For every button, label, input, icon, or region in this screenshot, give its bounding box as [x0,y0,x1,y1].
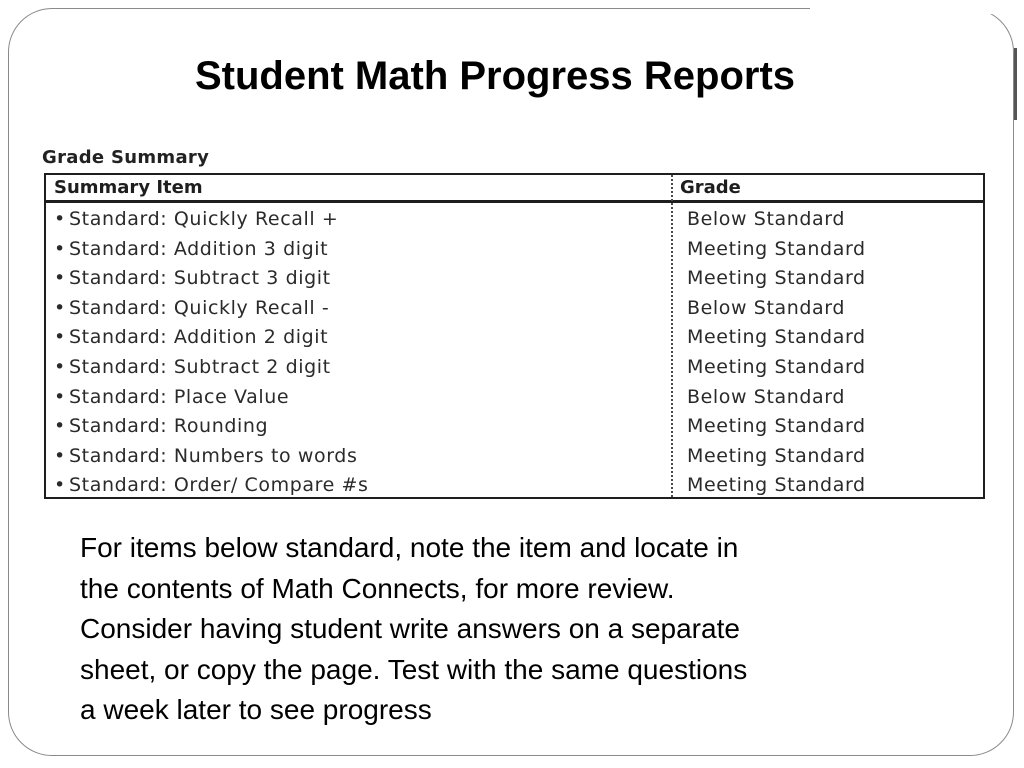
note-line: the contents of Math Connects, for more review. [80,572,675,604]
bullet-icon: • [54,208,66,230]
table-row [46,235,983,265]
summary-item-cell [54,353,331,382]
summary-item-cell [54,471,369,500]
table-header-row [46,175,983,203]
summary-item-cell [54,264,331,293]
note-line: Consider having student write answers on a separate [80,613,740,644]
table-row [46,323,983,353]
bullet-icon: • [54,355,66,378]
note-line: For items below standard, note the item and locate in [80,532,739,563]
summary-item-text: Standard: Quickly Recall - [69,296,330,319]
summary-item-text: Standard: Addition 2 digit [69,326,329,349]
grade-cell: Below Standard [687,208,846,230]
table-row [46,353,983,383]
summary-item-text: Standard: Subtract 2 digit [69,355,331,378]
grade-cell: Meeting Standard [687,415,866,438]
table-row [46,412,983,442]
summary-item-text: Standard: Addition 3 digit [69,237,329,260]
summary-item-cell [54,323,328,352]
grade-summary-heading: Grade Summary [42,147,210,168]
right-edge-mark [1014,48,1017,120]
grade-cell: Meeting Standard [687,444,866,467]
table-body [46,205,983,501]
page-title: Student Math Progress Reports [194,54,796,98]
summary-item-text: Standard: Subtract 3 digit [69,267,331,290]
bullet-icon: • [54,326,66,349]
summary-item-cell [54,294,329,323]
grade-cell: Below Standard [687,296,846,319]
summary-item-cell [54,442,357,471]
grade-cell: Below Standard [687,385,846,408]
summary-item-text: Standard: Rounding [69,415,269,438]
bullet-icon: • [54,296,66,319]
summary-item-text: Standard: Numbers to words [69,444,358,467]
grade-cell: Meeting Standard [687,474,866,497]
summary-item-cell [54,383,289,412]
bullet-icon: • [54,237,66,260]
table-row [46,205,983,235]
grade-cell: Meeting Standard [687,267,866,290]
summary-item-text: Standard: Quickly Recall + [69,208,339,230]
instruction-note [80,528,920,731]
summary-item-cell [54,235,328,264]
summary-item-text: Standard: Place Value [69,385,290,408]
column-header-grade: Grade [680,177,741,198]
table-row [46,294,983,324]
bullet-icon: • [54,444,66,467]
column-header-summary-item: Summary Item [54,177,203,198]
table-row [46,383,983,413]
grade-cell: Meeting Standard [687,355,866,378]
grade-cell: Meeting Standard [687,237,866,260]
bullet-icon: • [54,474,66,497]
summary-item-text: Standard: Order/ Compare #s [69,474,369,497]
note-line: sheet, or copy the page. Test with the same questions [80,653,748,685]
grade-summary-table [44,173,985,499]
bullet-icon: • [54,415,66,438]
bullet-icon: • [54,385,66,408]
note-line: a week later to see progress [80,694,432,725]
table-row [46,264,983,294]
table-row [46,471,983,501]
frame-gap [810,4,1024,14]
bullet-icon: • [54,267,66,290]
grade-cell: Meeting Standard [687,326,866,349]
summary-item-cell [54,205,338,234]
summary-item-cell [54,412,268,441]
table-row [46,442,983,472]
